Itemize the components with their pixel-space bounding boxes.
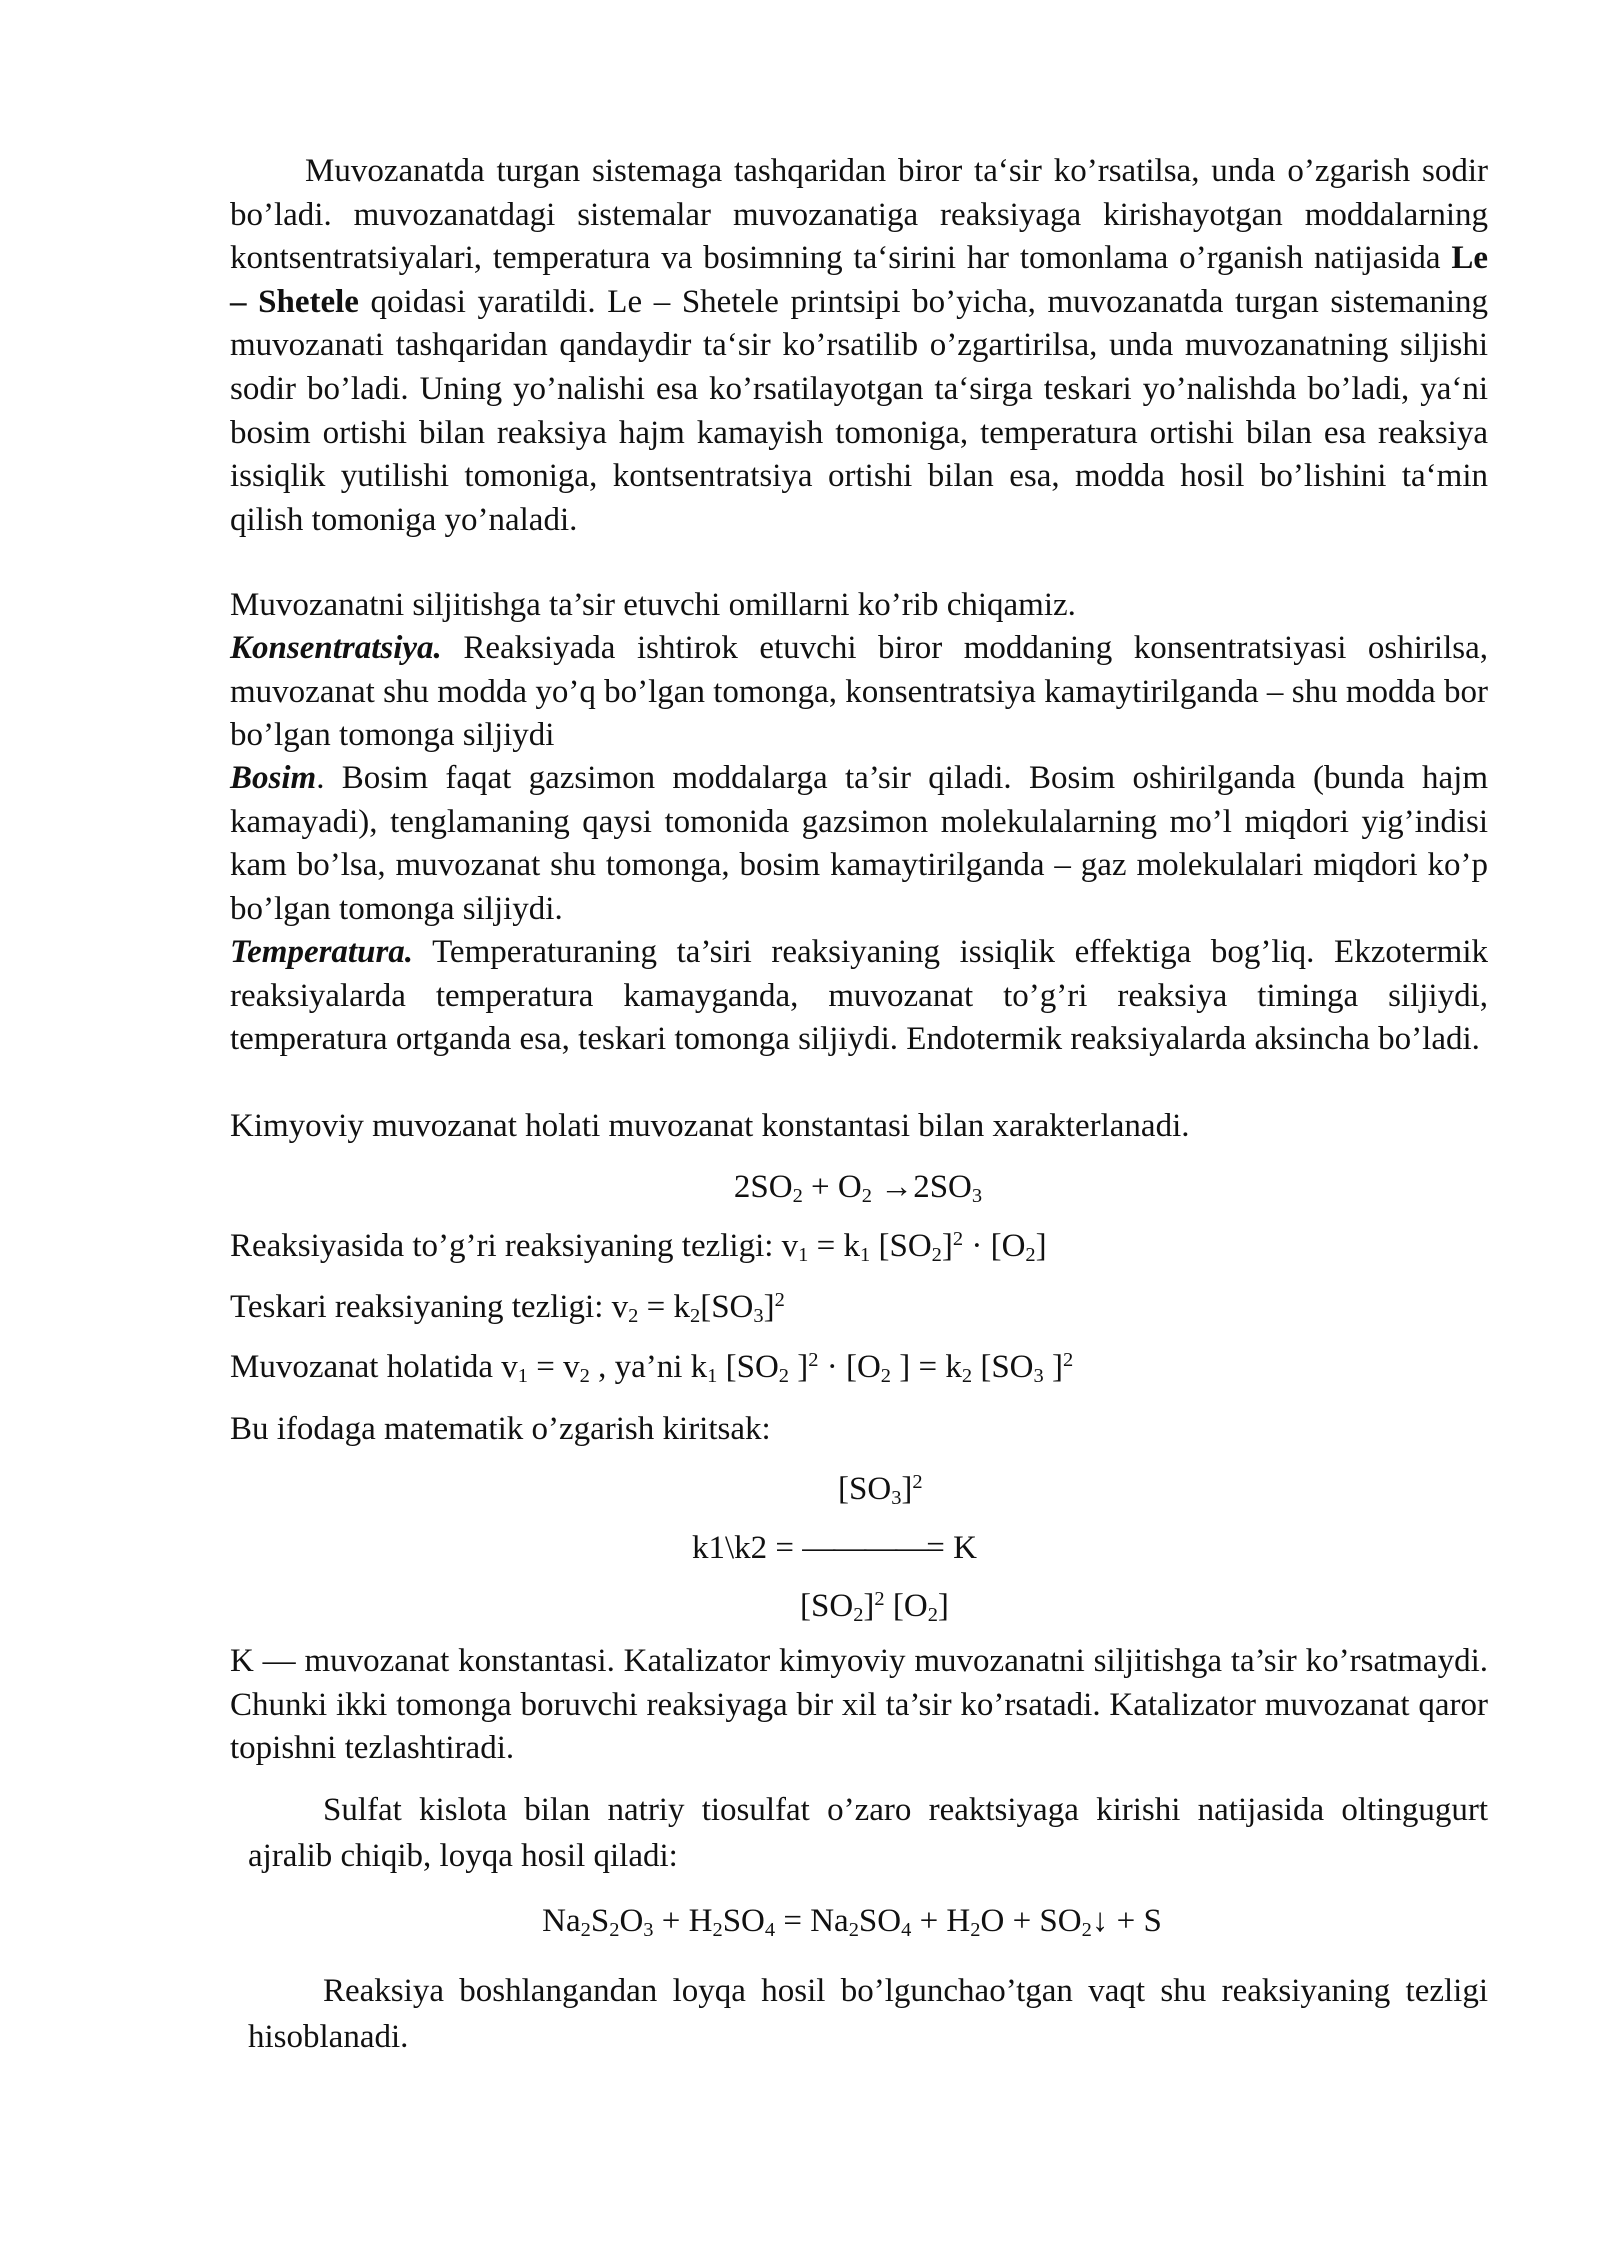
- factors-intro: Muvozanatni siljitishga ta’sir etuvchi omillarni ko’rib chiqamiz.: [230, 587, 1076, 623]
- paragraph-text: . Bosim faqat gazsimon moddalarga ta’sir qiladi. Bosim oshirilganda (bunda hajm kamayadi), tenglamaning qaysi tomonida gazsimon molekulalarning mo’l miqdori yig’indisi kam bo’lsa, muvozanat shu tomonga, bosim kamaytirilganda – gaz molekulalari miqdori ko’p bo’lgan tomonga siljiydi.: [230, 760, 1488, 927]
- fraction-bar: ————: [802, 1530, 927, 1566]
- transformation-intro: Bu ifodaga matematik o’zgarish kiritsak:: [230, 1411, 771, 1447]
- paragraph-text: Reaksiyada ishtirok etuvchi biror moddaning konsentratsiyasi oshirilsa, muvozanat shu modda yo’q bo’lgan tomonga, konsentratsiya kamaytirilganda – shu modda bor bo’lgan tomonga siljiydi: [230, 630, 1488, 754]
- fraction-numerator: $[SO_3]^2$: [838, 1470, 923, 1510]
- equilibrium-state-line: Kimyoviy muvozanat holati muvozanat konstantasi bilan xarakterlanadi.: [230, 1108, 1190, 1144]
- forward-rate-line: Reaksiyasida to’g’ri reaksiyaning tezligi: $v_1 = k_1$ $[SO_2]^2 \cdot [O_2]$: [230, 1227, 1047, 1267]
- temperature-paragraph: [230, 931, 1488, 1062]
- sulfuric-acid-paragraph: Sulfat kislota bilan natriy tiosulfat o’zaro reaktsiyaga kirishi natijasida oltingugurt ajralib chiqib, loyqa hosil qiladi:: [248, 1792, 1488, 1874]
- reaction-equation-thiosulfate: $Na_2S_2O_3 + H_2SO_4 = Na_2SO_4 + H_2O$ + $SO_2↓ + S$: [542, 1903, 1162, 1942]
- down-arrow-icon: ↓: [1091, 1903, 1109, 1939]
- pressure-paragraph: [230, 757, 1488, 931]
- reverse-rate-line: Teskari reaksiyaning tezligi: $v_2 = k_2[SO_3]^2$: [230, 1288, 785, 1328]
- temperature-heading: Temperatura.: [230, 934, 414, 970]
- le-chatelier-paragraph: [230, 150, 1488, 542]
- fraction-denominator: $[SO_2]^2$ $[O_2]$: [800, 1587, 949, 1627]
- paragraph-text: Muvozanatda turgan sistemaga tashqaridan biror ta‘sir ko’rsatilsa, unda o’zgarish sodir bo’ladi. muvozanatdagi sistemalar muvozanatiga reaksiyaga kirishayotgan moddalarning kontsentratsiyalari, temperatura va bosimning ta‘sirini har tomonlama o’rganish natijasida: [230, 153, 1488, 277]
- constant-catalyst-paragraph: K — muvozanat konstantasi. Katalizator kimyoviy muvozanatni siljitishga ta’sir ko’rsatmaydi. Chunki ikki tomonga boruvchi reaksiyaga bir xil ta’sir ko’rsatadi. Katalizator muvozanat qaror topishni tezlashtiradi.: [230, 1643, 1488, 1767]
- concentration-heading: Konsentratsiya.: [230, 630, 442, 666]
- equilibrium-constant-fraction: k1\k2 = ————= K: [692, 1530, 977, 1566]
- concentration-paragraph: [230, 627, 1488, 758]
- paragraph-text: qoidasi yaratildi. Le – Shetele printsipi bo’yicha, muvozanatda turgan sistemaning muvozanati tashqaridan qandaydir ta‘sir ko’rsatilib o’zgartirilsa, unda muvozanatning siljishi sodir bo’ladi. Uning yo’nalishi esa ko’rsatilayotgan ta‘sirga teskari yo’nalishda bo’ladi, ya‘ni bosim ortishi bilan reaksiya hajm kamayish tomoniga, temperatura ortishi bilan esa reaksiya issiqlik yutilishi tomoniga, kontsentratsiya ortishi bilan esa, modda hosil bo’lishini ta‘min qilish tomoniga yo’naladi.: [230, 283, 1488, 538]
- pressure-heading: Bosim: [230, 760, 317, 796]
- reaction-equation-so3: $2SO_2 + O_2 \to 2SO_3$: [733, 1169, 983, 1208]
- paragraph-text: Temperaturaning ta’siri reaksiyaning issiqlik effektiga bog’liq. Ekzotermik reaksiyalarda temperatura kamayganda, muvozanat to’g’ri reaksiya timinga siljiydi, temperatura ortganda esa, teskari tomonga siljiydi. Endotermik reaksiyalarda aksincha bo’ladi.: [230, 934, 1488, 1058]
- reaction-rate-paragraph: Reaksiya boshlangandan loyqa hosil bo’lgunchao’tgan vaqt shu reaksiyaning tezligi hisoblanadi.: [248, 1973, 1488, 2055]
- le-shetele-term: Le – Shetele: [230, 240, 1488, 320]
- equilibrium-equality-line: Muvozanat holatida $v_1 = v_2$ , ya’ni $k_1$ [$SO_2$ ]$^2 \cdot [O_2$ ] = $k_2$ [$SO_3$ ]$^2$: [230, 1348, 1074, 1388]
